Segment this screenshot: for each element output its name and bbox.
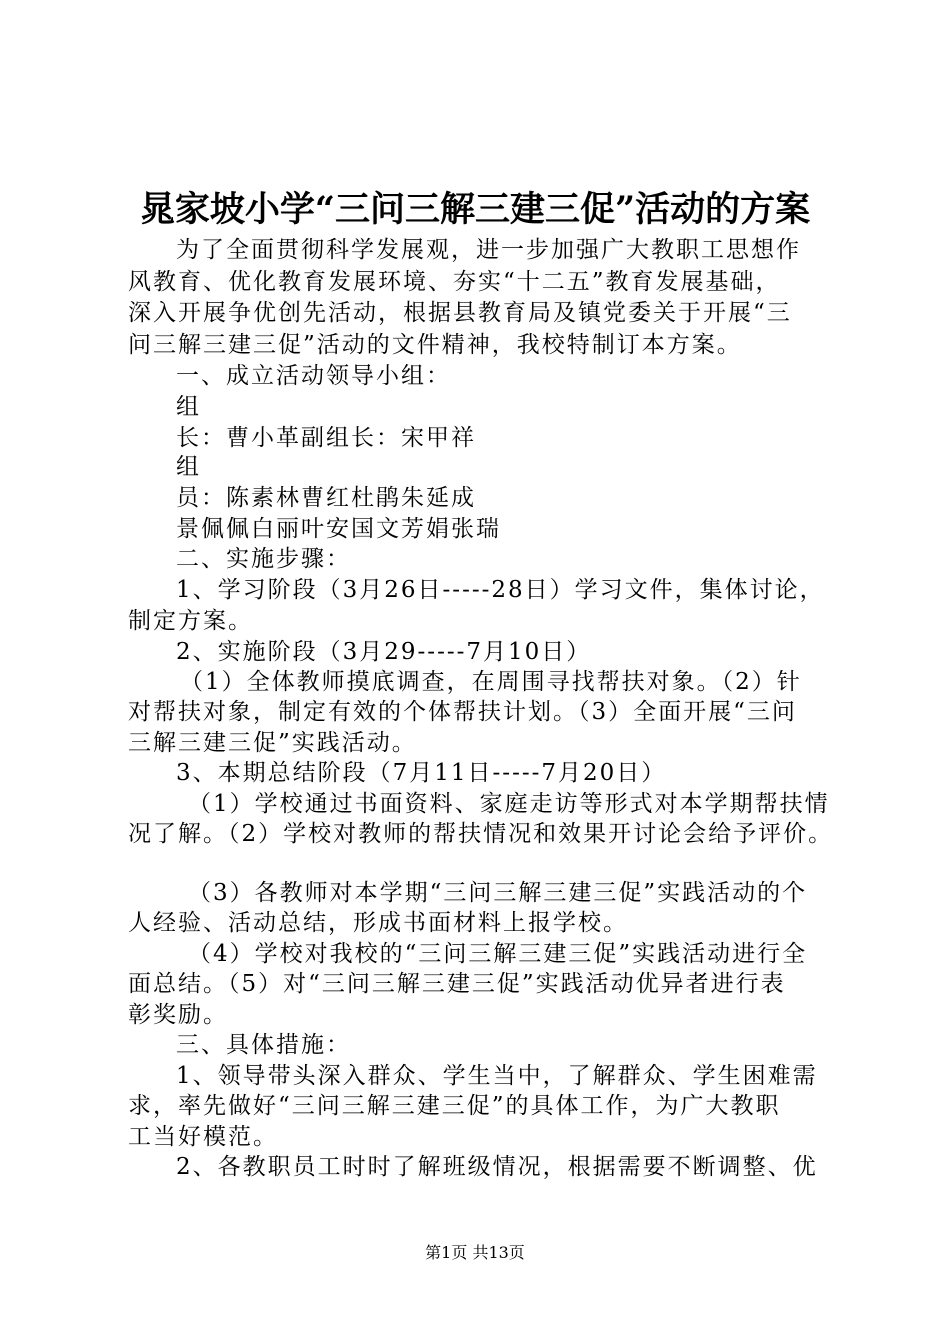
paragraph-line: （1）全体教师摸底调查，在周围寻找帮扶对象。（2）针: [180, 669, 802, 695]
paragraph-line: 1、学习阶段（3月26日-----28日）学习文件，集体讨论，: [176, 577, 825, 603]
paragraph-line: 2、实施阶段（3月29-----7月10日）: [176, 639, 592, 665]
paragraph-line: 2、各教职员工时时了解班级情况，根据需要不断调整、优: [176, 1154, 818, 1180]
paragraph-line: 工当好模范。: [128, 1124, 278, 1150]
page-number-footer: 第1页 共13页: [425, 1243, 525, 1262]
paragraph-line: 三解三建三促”实践活动。: [128, 730, 417, 756]
section-heading: 一、成立活动领导小组：: [176, 363, 451, 389]
paragraph-line: 景佩佩白丽叶安国文芳娟张瑞: [176, 516, 501, 542]
document-title: 晁家坡小学“三问三解三建三促”活动的方案: [139, 189, 811, 230]
paragraph-line: 组: [176, 454, 201, 480]
paragraph-line: 长：曹小革副组长：宋甲祥: [176, 425, 476, 451]
paragraph-line: 求，率先做好“三问三解三建三促”的具体工作，为广大教职: [128, 1093, 781, 1119]
paragraph-line: 员：陈素林曹红杜鹃朱延成: [176, 485, 476, 511]
paragraph-line: 问三解三建三促”活动的文件精神，我校特制订本方案。: [128, 332, 742, 358]
paragraph-line: 面总结。（5）对“三问三解三建三促”实践活动优异者进行表: [128, 971, 786, 997]
paragraph-line: 对帮扶对象，制定有效的个体帮扶计划。（3）全面开展“三问: [128, 699, 797, 725]
paragraph-line: （4）学校对我校的“三问三解三建三促”实践活动进行全: [188, 941, 808, 967]
paragraph-line: 况了解。（2）学校对教师的帮扶情况和效果开讨论会给予评价。: [128, 821, 834, 847]
paragraph-line: （3）各教师对本学期“三问三解三建三促”实践活动的个: [188, 880, 808, 906]
section-heading: 二、实施步骤：: [176, 546, 351, 572]
paragraph-line: 为了全面贯彻科学发展观，进一步加强广大教职工思想作: [176, 237, 801, 263]
paragraph-line: 风教育、优化教育发展环境、夯实“十二五”教育发展基础，: [128, 269, 781, 295]
paragraph-line: 深入开展争优创先活动，根据县教育局及镇党委关于开展“三: [128, 300, 792, 326]
section-heading: 三、具体措施：: [176, 1032, 351, 1058]
paragraph-line: 彰奖励。: [128, 1002, 228, 1028]
paragraph-line: 制定方案。: [128, 608, 253, 634]
paragraph-line: 人经验、活动总结，形成书面材料上报学校。: [128, 910, 628, 936]
paragraph-line: 1、领导带头深入群众、学生当中，了解群众、学生困难需: [176, 1063, 818, 1089]
paragraph-line: 3、本期总结阶段（7月11日-----7月20日）: [176, 760, 667, 786]
paragraph-line: 组: [176, 394, 201, 420]
paragraph-line: （1）学校通过书面资料、家庭走访等形式对本学期帮扶情: [188, 791, 830, 817]
